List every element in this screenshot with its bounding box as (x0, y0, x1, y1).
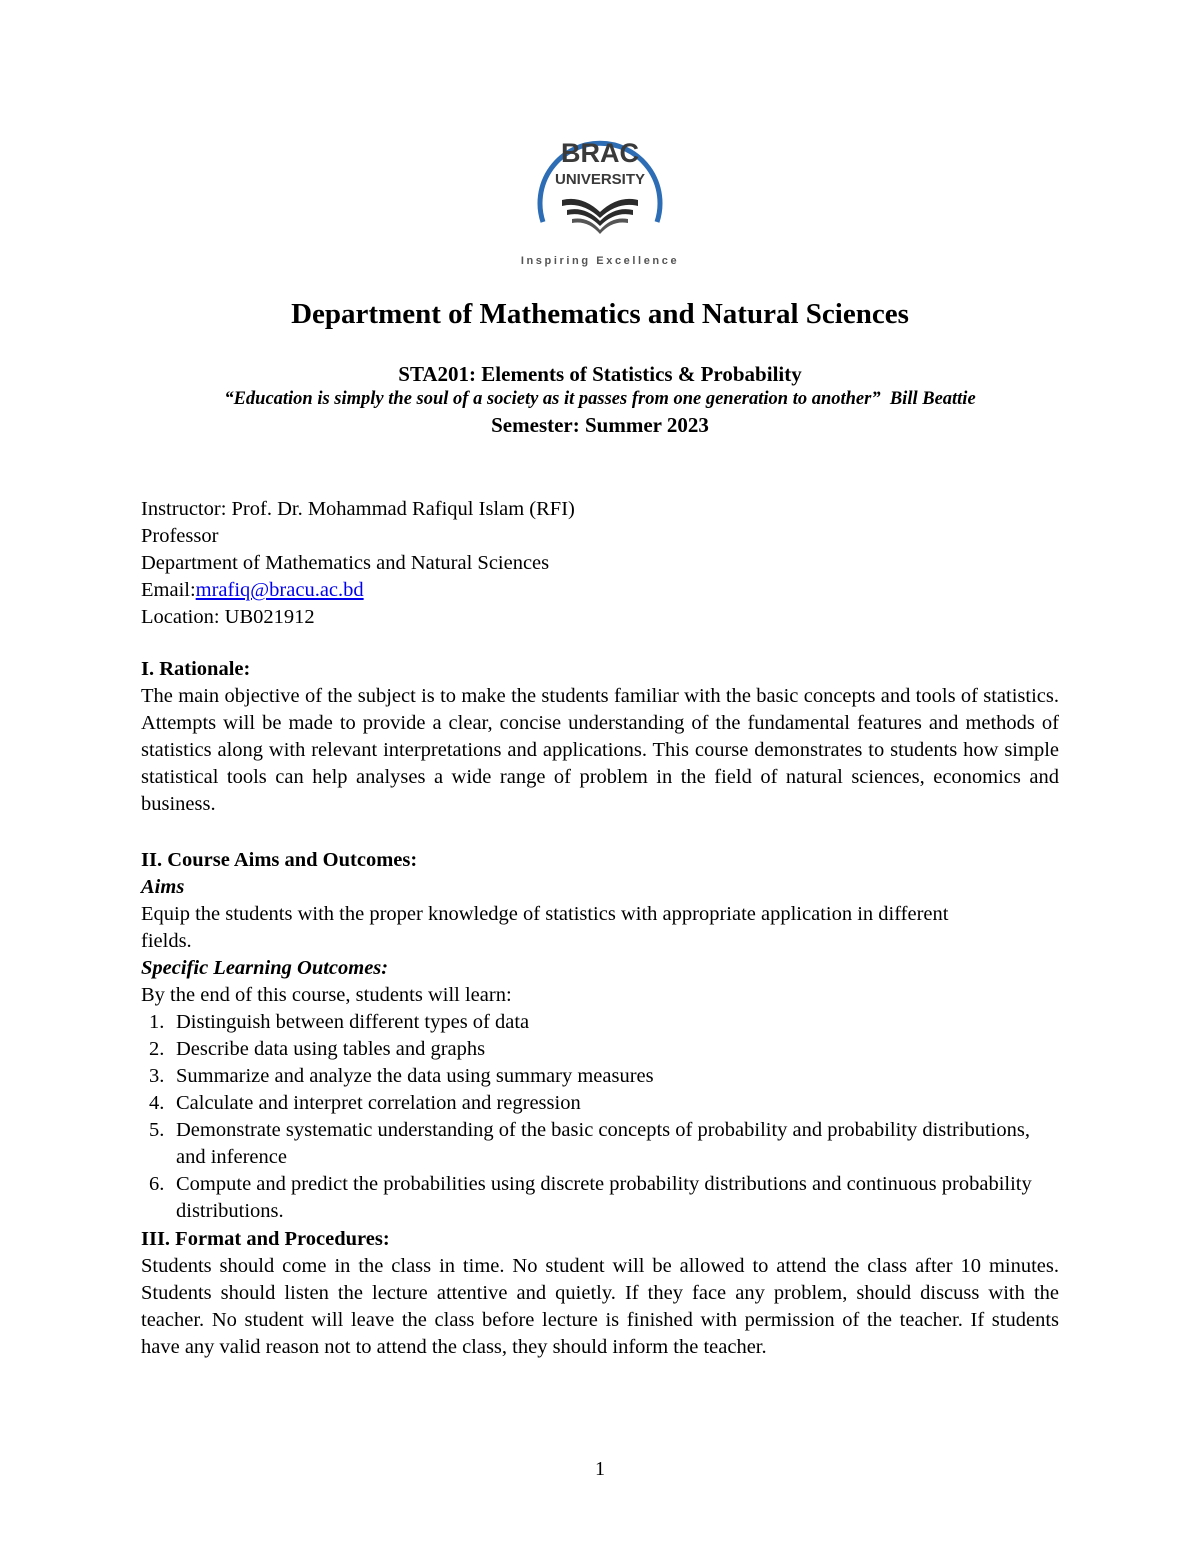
aims-heading: II. Course Aims and Outcomes: (141, 849, 418, 871)
logo-line1: BRAC (561, 138, 639, 168)
instructor-email (141, 577, 1059, 604)
email-label: Email: (141, 579, 196, 601)
aims-section (141, 847, 1059, 1225)
logo-line2: UNIVERSITY (554, 171, 646, 188)
email-link[interactable]: mrafiq@bracu.ac.bd (195, 579, 364, 601)
brac-university-logo (505, 100, 695, 275)
course-title: STA201: Elements of Statistics & Probability (398, 362, 802, 386)
book-icon (562, 199, 638, 234)
list-item: 1. Distinguish between different types of data (149, 1011, 530, 1033)
instructor-title: Professor (141, 525, 219, 547)
list-item: 4. Calculate and interpret correlation and regression (149, 1092, 581, 1114)
instructor-location: Location: UB021912 (141, 606, 315, 628)
format-text: Students should come in the class in time. No student will be allowed to attend the class after 10 minutes. Students should listen the lecture attentive and quietly. If they face any problem, should discuss with the teacher. No student will leave the class before lecture is finished with permission of the teacher. If students have any valid reason not to attend the class, they should inform the teacher. (141, 1255, 1059, 1358)
rationale-section (141, 656, 1059, 818)
outcomes-list (141, 1009, 1059, 1225)
rationale-heading: I. Rationale: (141, 658, 251, 680)
list-item: 3. Summarize and analyze the data using summary measures (149, 1065, 654, 1087)
logo-tagline: Inspiring Excellence (520, 255, 680, 267)
quote-text: “Education is simply the soul of a society as it passes from one generation to another” (224, 389, 881, 409)
outcomes-label: Specific Learning Outcomes: (141, 957, 389, 979)
quote (0, 389, 1200, 410)
format-section (141, 1226, 1059, 1361)
quote-author: Bill Beattie (889, 389, 976, 409)
rationale-text: The main objective of the subject is to make the students familiar with the basic concepts and tools of statistics. Attempts will be made to provide a clear, concise understanding of the fundamental features and methods of statistics along with relevant interpretations and applications. This course demonstrates to students how simple statistical tools can help analyses a wide range of problem in the field of natural sciences, economics and business. (141, 685, 1059, 815)
format-heading: III. Format and Procedures: (141, 1228, 390, 1250)
aims-text: Equip the students with the proper knowledge of statistics with appropriate application in different fields. (141, 903, 949, 952)
aims-label: Aims (141, 876, 185, 898)
department-title: Department of Mathematics and Natural Sciences (291, 298, 909, 330)
instructor-info (141, 496, 1059, 631)
outcomes-intro: By the end of this course, students will learn: (141, 984, 512, 1006)
list-item: 2. Describe data using tables and graphs (149, 1038, 486, 1060)
instructor-department: Department of Mathematics and Natural Sciences (141, 552, 550, 574)
list-item: 6. Compute and predict the probabilities using discrete probability distributions and continuous probability distributions. (149, 1173, 1032, 1222)
semester: Semester: Summer 2023 (491, 413, 709, 437)
list-item: 5. Demonstrate systematic understanding of the basic concepts of probability and probability distributions, and inference (149, 1119, 1030, 1168)
page-number: 1 (595, 1458, 605, 1480)
instructor-name: Instructor: Prof. Dr. Mohammad Rafiqul Islam (RFI) (141, 498, 575, 520)
